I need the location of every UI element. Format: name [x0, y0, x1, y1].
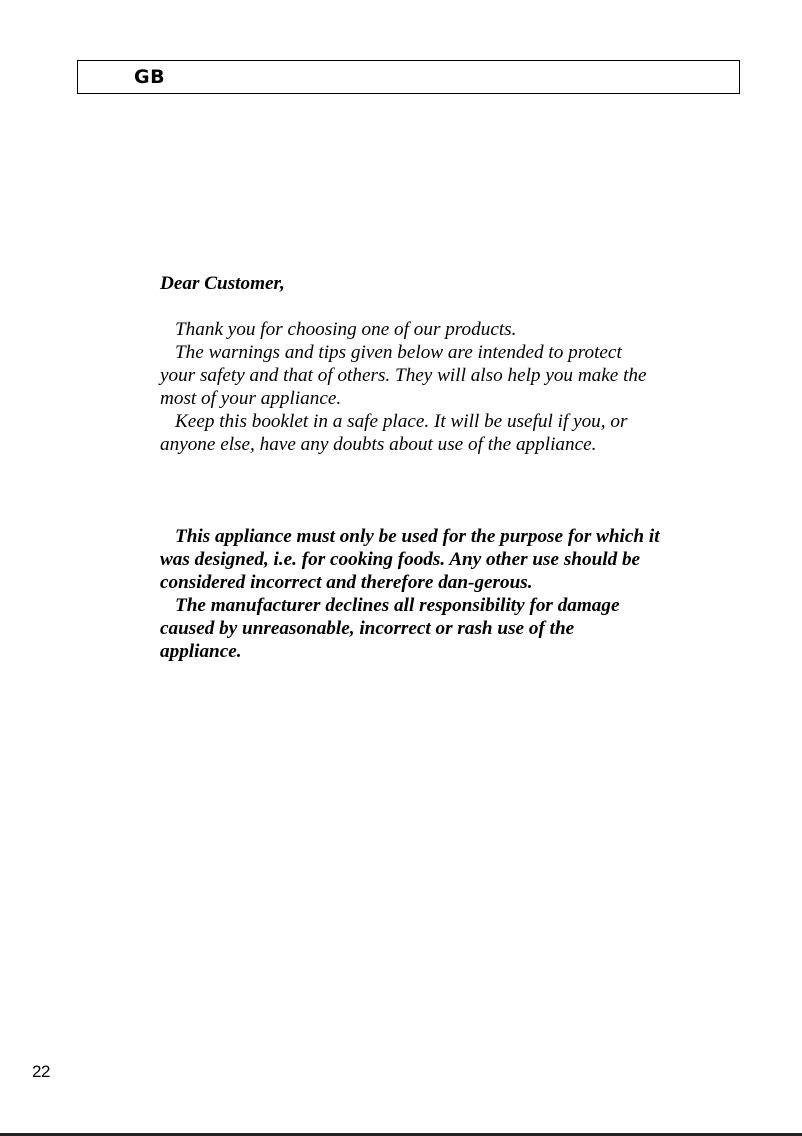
warning-paragraph: The manufacturer declines all responsibility for damage caused by unreasonable, incorrect or rash use of the appliance.: [160, 595, 620, 662]
page-content: [160, 272, 660, 663]
section-spacer: [160, 456, 660, 525]
language-code: GB: [134, 66, 166, 88]
intro-paragraph: The warnings and tips given below are intended to protect your safety and that of others. They will also help you make the most of your appliance.: [160, 342, 647, 409]
intro-paragraph: Keep this booklet in a safe place. It will be useful if you, or anyone else, have any doubts about use of the appliance.: [160, 411, 628, 455]
greeting: Dear Customer,: [160, 273, 285, 294]
warning-paragraph: This appliance must only be used for the purpose for which it was designed, i.e. for cooking foods. Any other use should be considered incorrect and therefore dan-gerous.: [160, 526, 660, 593]
page-number: 22: [32, 1062, 50, 1081]
language-header-box: [77, 60, 740, 94]
intro-paragraph: Thank you for choosing one of our products.: [175, 319, 517, 340]
